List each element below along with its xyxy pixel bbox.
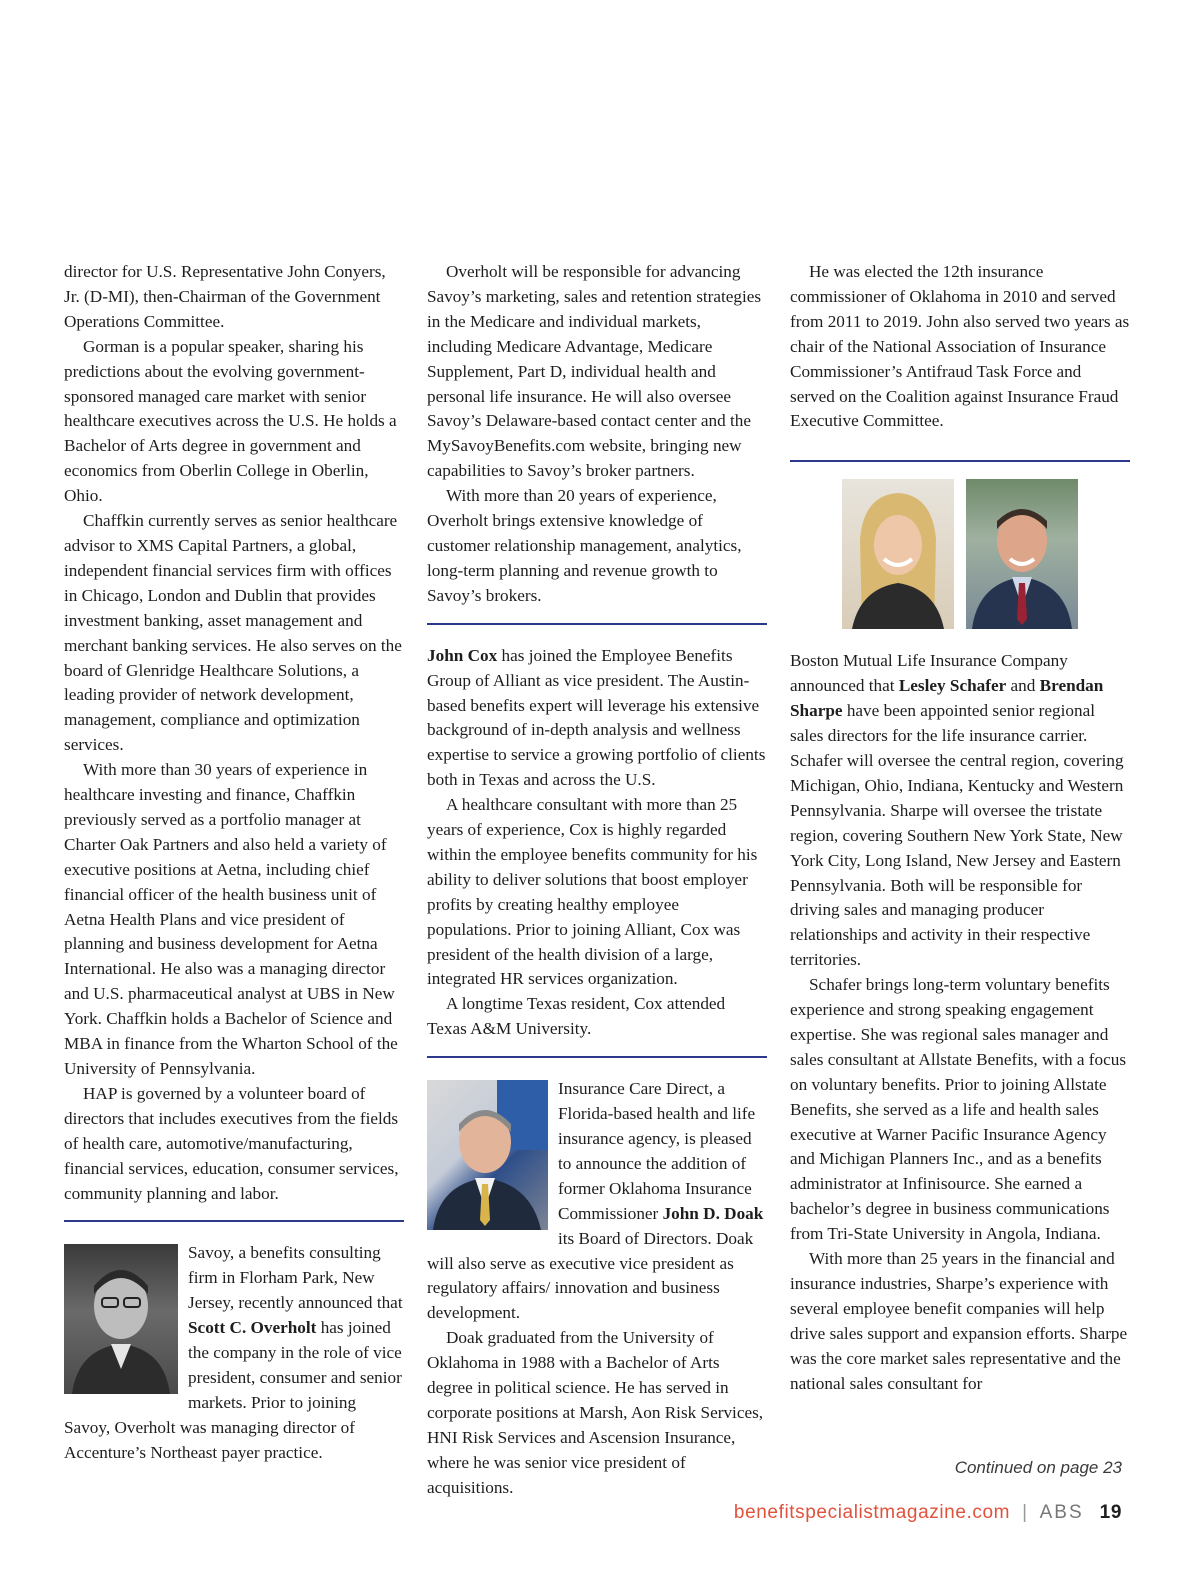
page-footer [734, 1502, 1122, 1524]
text: Insurance Care Direct, a Florida-based health and life insurance agency, is pleased to announce the addition of former Oklahoma Insurance Commissioner [558, 1079, 756, 1223]
article-column-3 [790, 260, 1130, 1397]
lesley-schafer-photo [842, 479, 954, 629]
text: has joined the Employee Benefits Group of Alliant as vice president. The Austin-based benefits expert will leverage his extensive background of in-depth analysis and wellness expertise to service a growing portfolio of clients both in Texas and across the U.S. [427, 645, 766, 790]
text: have been appointed senior regional sales directors for the life insurance carrier. Schafer will oversee the central region, covering Michigan, Ohio, Indiana, Kentucky and Western Pennsylvania. Sharpe will oversee the tristate region, covering Southern New York State, New York City, Long Island, New Jersey and Eastern Pennsylvania. Both will be responsible for driving sales and managing producer relationships and activity in their respective territories. [790, 701, 1124, 970]
person-name: John Cox [427, 645, 498, 665]
continued-note: Continued on page 23 [954, 1458, 1122, 1477]
person-name: Brendan Sharpe [790, 676, 1104, 721]
person-name: Scott C. Overholt [188, 1318, 317, 1338]
paragraph: Doak graduated from the University of Oklahoma in 1988 with a Bachelor of Arts degree in political science. He has served in corporate positions at Marsh, Aon Risk Services, HNI Risk Services and Ascension Insurance, where he was senior vice president of acquisitions. [427, 1328, 764, 1497]
article-column-1 [64, 260, 404, 1466]
paragraph: A healthcare consultant with more than 25 years of experience, Cox is highly regarded within the employee benefits community for his ability to deliver solutions that boost employer profits by creating healthy employee populations. Prior to joining Alliant, Cox was president of the health division of a large, integrated HR services organization. [427, 795, 758, 989]
text: and [1006, 676, 1040, 696]
section-divider [427, 623, 767, 625]
paragraph: Overholt will be responsible for advancing Savoy’s marketing, sales and retention strategies in the Medicare and individual markets, including Medicare Advantage, Medicare Supplement, Part D, individual health and personal life insurance. He will also oversee Savoy’s Delaware-based contact center and the MySavoyBenefits.com website, bringing new capabilities to Savoy’s broker partners. [427, 262, 762, 481]
paragraph: With more than 20 years of experience, Overholt brings extensive knowledge of customer relationship management, analytics, long-term planning and revenue growth to Savoy’s brokers. [427, 486, 742, 605]
paragraph: With more than 25 years in the financial and insurance industries, Sharpe’s experience with several employee benefit companies will help drive sales support and expansion efforts. Sharpe was the core market sales representative and the national sales consultant for [790, 1249, 1128, 1393]
section-divider [427, 1056, 767, 1058]
paragraph-boston-mutual [790, 649, 1130, 973]
paragraph-cox [427, 644, 767, 793]
person-name: John D. Doak [662, 1203, 764, 1223]
footer-separator: | [1022, 1502, 1028, 1523]
text: Savoy, a benefits consulting firm in Florham Park, New Jersey, recently announced that [188, 1243, 403, 1313]
paragraph: HAP is governed by a volunteer board of directors that includes executives from the fields of health care, automotive/manufacturing, financial services, education, consumer services, community planning and labor. [64, 1083, 399, 1203]
text: its Board of Directors. Doak will also serve as executive vice president as regulatory affairs/ innovation and business development. [427, 1228, 754, 1323]
paragraph: With more than 30 years of experience in healthcare investing and finance, Chaffkin previously served as a portfolio manager at Charter Oak Partners and also held a variety of executive positions at Aetna, including chief financial officer of the health business unit of Aetna Health Plans and vice president of planning and business development for Aetna International. He also was a managing director and U.S. pharmaceutical analyst at UBS in New York. Chaffkin holds a Bachelor of Science and MBA in finance from the Wharton School of the University of Pennsylvania. [64, 760, 398, 1078]
section-divider [790, 460, 1130, 462]
section-divider [64, 1220, 404, 1222]
article-column-2 [427, 260, 767, 1501]
website-link[interactable]: benefitspecialistmagazine.com [733, 1502, 1011, 1523]
photo-row [790, 479, 1130, 629]
paragraph: A longtime Texas resident, Cox attended Texas A&M University. [427, 994, 726, 1039]
john-doak-photo [427, 1080, 548, 1230]
paragraph: Schafer brings long-term voluntary benefits experience and strong speaking engagement expertise. She was regional sales manager and sales consultant at Allstate Benefits, with a focus on voluntary benefits. Prior to joining Allstate Benefits, she served as a life and health sales executive at Warner Pacific Insurance Agency and Michigan Planners Inc., and as a benefits administrator at Infinisource. She earned a bachelor’s degree in business communications from Tri-State University in Angola, Indiana. [790, 975, 1127, 1244]
text: Boston Mutual Life Insurance Company announced that [790, 651, 1068, 696]
paragraph: Chaffkin currently serves as senior healthcare advisor to XMS Capital Partners, a global, independent financial services firm with offices in Chicago, London and Dublin that provides investment banking, asset management and merchant banking services. He also serves on the board of Glenridge Healthcare Solutions, a leading provider of network development, management, compliance and optimization services. [64, 511, 402, 755]
scott-overholt-photo [64, 1244, 178, 1394]
brendan-sharpe-photo [966, 479, 1078, 629]
magazine-name: ABS [1039, 1502, 1084, 1523]
person-name: Lesley Schafer [898, 676, 1007, 696]
paragraph: director for U.S. Representative John Conyers, Jr. (D-MI), then-Chairman of the Government Operations Committee. [64, 262, 386, 331]
page-number: 19 [1099, 1502, 1122, 1523]
text: has joined the company in the role of vice president, consumer and senior markets. Prior to joining Savoy, Overholt was managing director of Accenture’s Northeast payer practice. [64, 1318, 402, 1462]
paragraph: Gorman is a popular speaker, sharing his predictions about the evolving government-sponsored managed care market with senior healthcare executives across the U.S. He holds a Bachelor of Arts degree in government and economics from Oberlin College in Oberlin, Ohio. [64, 336, 397, 506]
paragraph: He was elected the 12th insurance commissioner of Oklahoma in 2010 and served from 2011 to 2019. John also served two years as chair of the National Association of Insurance Commissioner’s Antifraud Task Force and served on the Coalition against Insurance Fraud Executive Committee. [790, 262, 1130, 431]
